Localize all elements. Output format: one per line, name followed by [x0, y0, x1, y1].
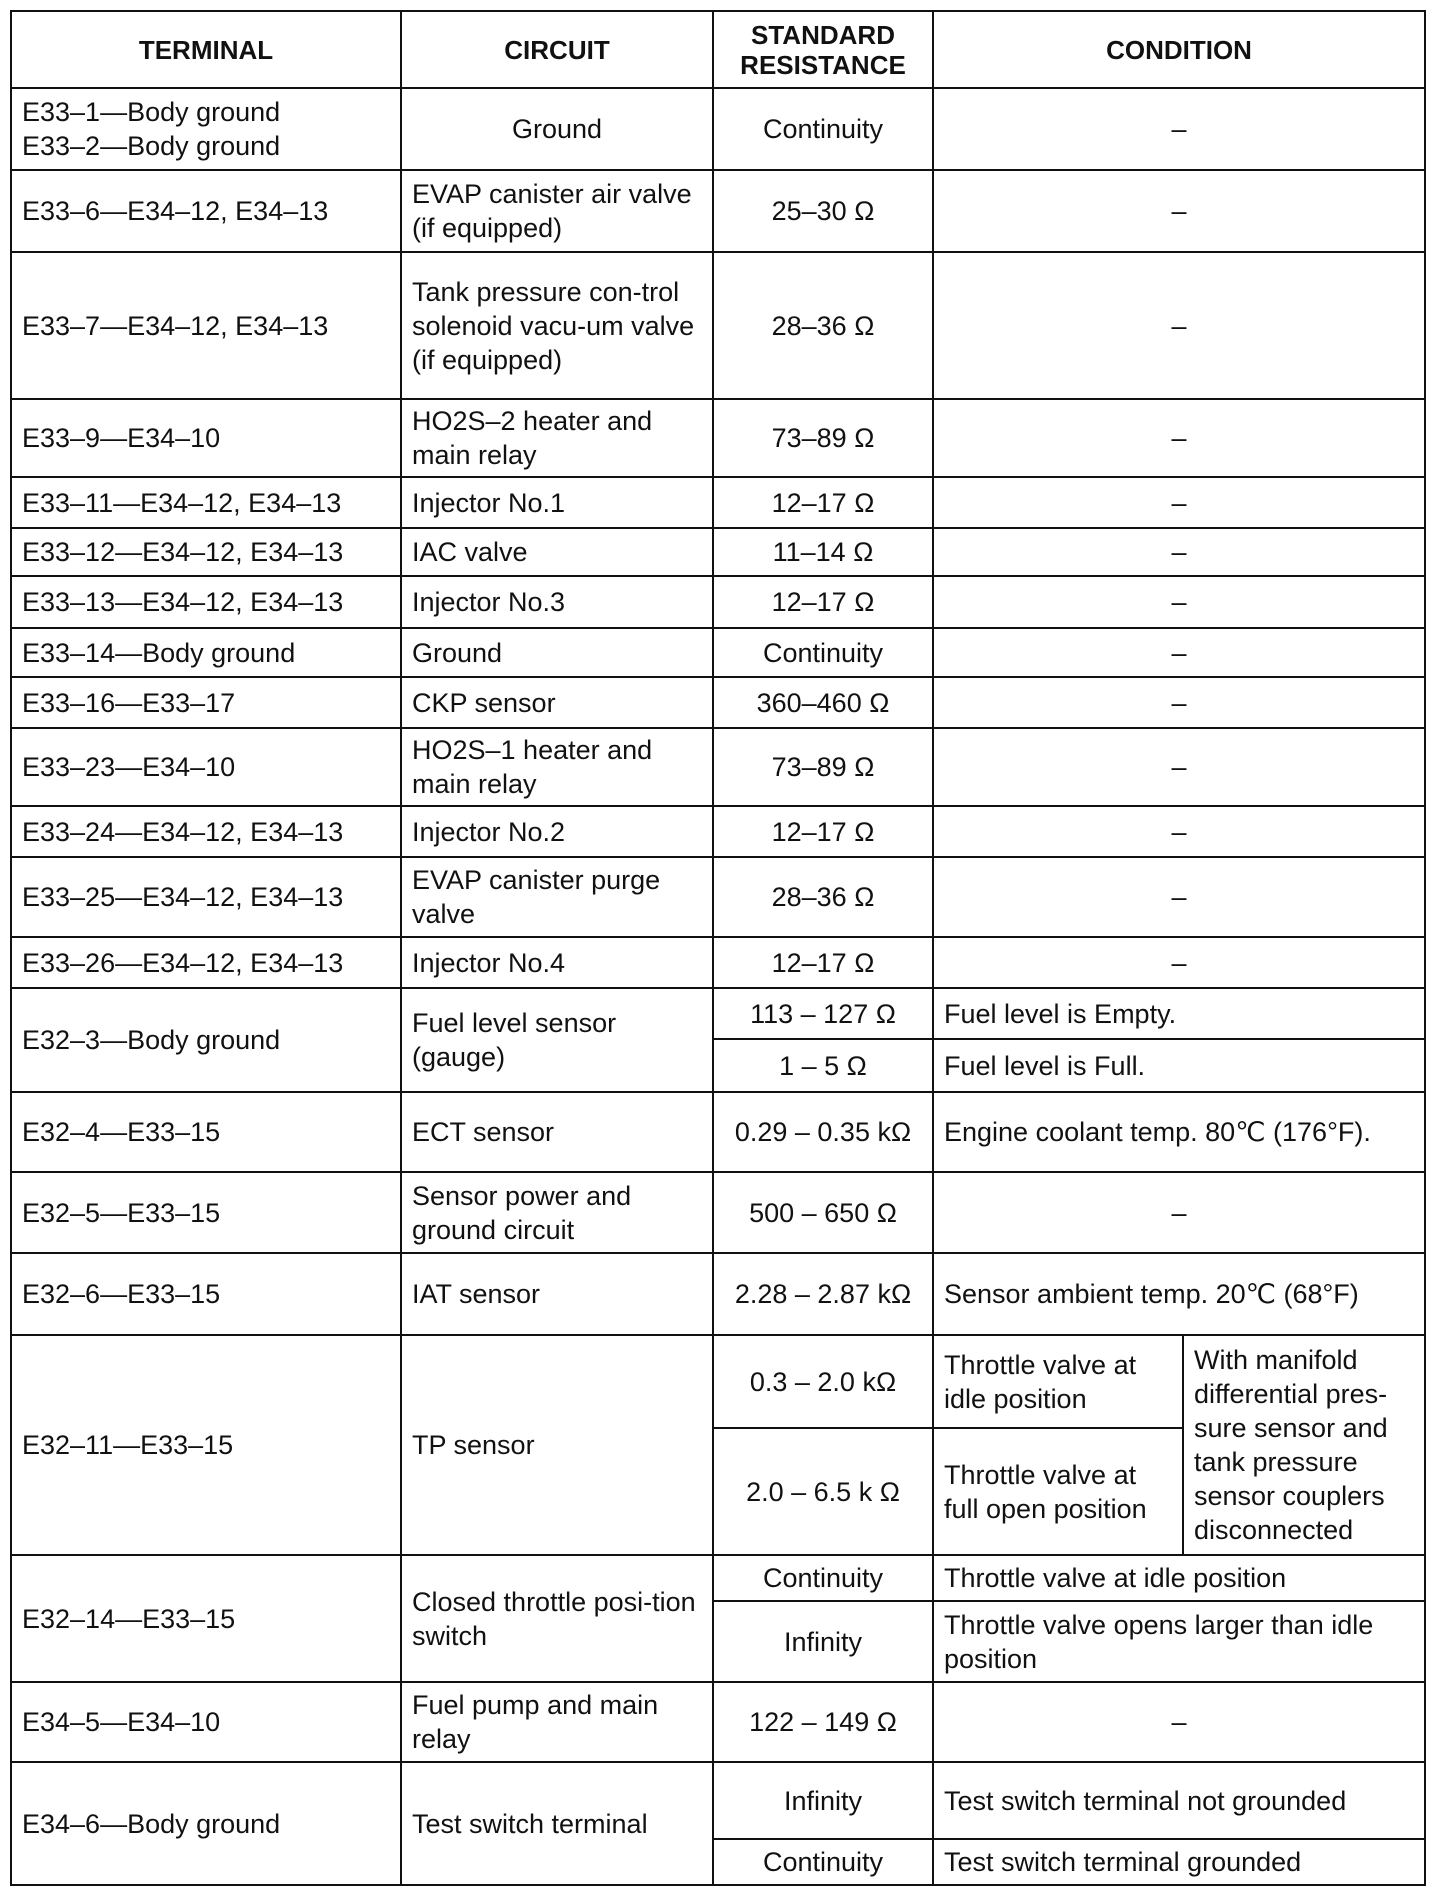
table-row: [11, 399, 1425, 477]
circuit-cell: Injector No.2: [401, 806, 713, 857]
circuit-cell: HO2S–2 heater and main relay: [401, 399, 713, 477]
resistance-cell: 12–17 Ω: [713, 806, 933, 857]
terminal-cell: [11, 1253, 401, 1335]
terminal-cell: [11, 1335, 401, 1555]
terminal-text: E33–13—E34–12, E34–13: [22, 587, 344, 617]
terminal-cell: [11, 252, 401, 399]
terminal-cell: [11, 477, 401, 528]
terminal-resistance-table: [10, 10, 1426, 1886]
terminal-cell: [11, 677, 401, 728]
condition-cell: –: [933, 728, 1425, 806]
condition-cell: –: [933, 477, 1425, 528]
condition-cell: –: [933, 528, 1425, 576]
terminal-text: E33–12—E34–12, E34–13: [22, 537, 344, 567]
circuit-cell: ECT sensor: [401, 1092, 713, 1172]
resistance-cell: 1 – 5 Ω: [713, 1039, 933, 1092]
table-row: [11, 1682, 1425, 1762]
header-row: [11, 11, 1425, 88]
condition-cell: –: [933, 937, 1425, 988]
terminal-text: E33–25—E34–12, E34–13: [22, 882, 344, 912]
table-row: [11, 1172, 1425, 1253]
terminal-cell: [11, 399, 401, 477]
terminal-cell: [11, 806, 401, 857]
condition-cell: –: [933, 252, 1425, 399]
condition-cell: –: [933, 88, 1425, 170]
resistance-cell: Continuity: [713, 1839, 933, 1885]
circuit-cell: Ground: [401, 628, 713, 677]
terminal-text: E34–6—Body ground: [22, 1808, 281, 1839]
circuit-cell: Injector No.1: [401, 477, 713, 528]
terminal-cell: [11, 88, 401, 170]
condition-cell: –: [933, 857, 1425, 937]
table-row: [11, 477, 1425, 528]
resistance-cell: 2.28 – 2.87 kΩ: [713, 1253, 933, 1335]
condition-cell: Throttle valve at full open position: [933, 1428, 1183, 1555]
table-row: [11, 937, 1425, 988]
resistance-cell: Infinity: [713, 1762, 933, 1839]
resistance-cell: 122 – 149 Ω: [713, 1682, 933, 1762]
condition-cell: –: [933, 170, 1425, 252]
terminal-text: E33–7—E34–12, E34–13: [22, 310, 329, 341]
terminal-text: E32–5—E33–15: [22, 1197, 221, 1228]
terminal-text: E33–16—E33–17: [22, 687, 236, 718]
table-row: [11, 857, 1425, 937]
condition-cell: –: [933, 399, 1425, 477]
table-row: [11, 1335, 1425, 1428]
resistance-cell: 12–17 Ω: [713, 937, 933, 988]
circuit-cell: TP sensor: [401, 1335, 713, 1555]
circuit-cell: Sensor power and ground circuit: [401, 1172, 713, 1253]
circuit-cell: Test switch terminal: [401, 1762, 713, 1885]
terminal-cell: [11, 728, 401, 806]
circuit-cell: Injector No.4: [401, 937, 713, 988]
condition-cell: Throttle valve opens larger than idle position: [933, 1601, 1425, 1682]
circuit-cell: IAT sensor: [401, 1253, 713, 1335]
circuit-cell: HO2S–1 heater and main relay: [401, 728, 713, 806]
terminal-text: E32–11—E33–15: [22, 1430, 234, 1460]
resistance-cell: 360–460 Ω: [713, 677, 933, 728]
resistance-cell: 73–89 Ω: [713, 399, 933, 477]
table-row: [11, 1555, 1425, 1601]
terminal-cell: [11, 937, 401, 988]
terminal-text: E32–6—E33–15: [22, 1279, 221, 1309]
circuit-cell: Ground: [401, 88, 713, 170]
header-terminal: TERMINAL: [11, 11, 401, 88]
terminal-cell: [11, 1172, 401, 1253]
terminal-cell: [11, 628, 401, 677]
table-row: [11, 628, 1425, 677]
terminal-text: E33–1—Body ground: [22, 97, 281, 127]
table-row: [11, 528, 1425, 576]
circuit-cell: Closed throttle posi-tion switch: [401, 1555, 713, 1682]
terminal-text: E33–2—Body ground: [22, 131, 281, 161]
condition-cell: –: [933, 806, 1425, 857]
resistance-cell: 12–17 Ω: [713, 576, 933, 628]
condition-cell: –: [933, 628, 1425, 677]
resistance-cell: Infinity: [713, 1601, 933, 1682]
condition-cell: –: [933, 576, 1425, 628]
header-standard-resistance: STANDARD RESISTANCE: [713, 11, 933, 88]
table-row: [11, 806, 1425, 857]
terminal-cell: [11, 1555, 401, 1682]
terminal-text: E33–23—E34–10: [22, 752, 236, 782]
terminal-cell: [11, 170, 401, 252]
condition-note-cell: With manifold differential pres-sure sensor and tank pressure sensor couplers disconnected: [1183, 1335, 1425, 1555]
table-row: [11, 988, 1425, 1039]
table-row: [11, 88, 1425, 170]
condition-cell: Throttle valve at idle position: [933, 1555, 1425, 1601]
resistance-cell: 2.0 – 6.5 k Ω: [713, 1428, 933, 1555]
table-row: [11, 170, 1425, 252]
circuit-cell: Fuel pump and main relay: [401, 1682, 713, 1762]
terminal-cell: [11, 988, 401, 1092]
circuit-cell: Injector No.3: [401, 576, 713, 628]
resistance-cell: 28–36 Ω: [713, 252, 933, 399]
circuit-cell: Tank pressure con-trol solenoid vacu-um valve (if equipped): [401, 252, 713, 399]
table-row: [11, 576, 1425, 628]
circuit-cell: Fuel level sensor (gauge): [401, 988, 713, 1092]
table-row: [11, 252, 1425, 399]
condition-cell: Fuel level is Empty.: [933, 988, 1425, 1039]
condition-cell: Sensor ambient temp. 20℃ (68°F): [933, 1253, 1425, 1335]
table-row: [11, 1092, 1425, 1172]
terminal-text: E32–3—Body ground: [22, 1025, 281, 1055]
resistance-cell: Continuity: [713, 1555, 933, 1601]
terminal-cell: [11, 1092, 401, 1172]
circuit-cell: CKP sensor: [401, 677, 713, 728]
condition-cell: –: [933, 1682, 1425, 1762]
table-row: [11, 1762, 1425, 1839]
resistance-cell: Continuity: [713, 88, 933, 170]
resistance-cell: 73–89 Ω: [713, 728, 933, 806]
resistance-cell: 11–14 Ω: [713, 528, 933, 576]
condition-cell: –: [933, 1172, 1425, 1253]
circuit-cell: EVAP canister purge valve: [401, 857, 713, 937]
circuit-cell: IAC valve: [401, 528, 713, 576]
condition-cell: Test switch terminal grounded: [933, 1839, 1425, 1885]
resistance-cell: 500 – 650 Ω: [713, 1172, 933, 1253]
resistance-cell: 0.29 – 0.35 kΩ: [713, 1092, 933, 1172]
condition-cell: Test switch terminal not grounded: [933, 1762, 1425, 1839]
table-row: [11, 1253, 1425, 1335]
terminal-text: E33–9—E34–10: [22, 423, 221, 453]
terminal-text: E33–6—E34–12, E34–13: [22, 196, 329, 226]
condition-cell: Fuel level is Full.: [933, 1039, 1425, 1092]
resistance-cell: 25–30 Ω: [713, 170, 933, 252]
table-body: [11, 88, 1425, 1885]
terminal-text: E33–24—E34–12, E34–13: [22, 816, 344, 847]
resistance-cell: 113 – 127 Ω: [713, 988, 933, 1039]
condition-cell: Engine coolant temp. 80℃ (176°F).: [933, 1092, 1425, 1172]
terminal-text: E33–14—Body ground: [22, 637, 296, 668]
terminal-text: E34–5—E34–10: [22, 1707, 221, 1737]
terminal-cell: [11, 576, 401, 628]
condition-cell: Throttle valve at idle position: [933, 1335, 1183, 1428]
terminal-text: E33–11—E34–12, E34–13: [22, 487, 342, 518]
resistance-cell: 0.3 – 2.0 kΩ: [713, 1335, 933, 1428]
terminal-text: E33–26—E34–12, E34–13: [22, 947, 344, 978]
table-row: [11, 728, 1425, 806]
circuit-cell: EVAP canister air valve (if equipped): [401, 170, 713, 252]
terminal-cell: [11, 857, 401, 937]
terminal-text: E32–14—E33–15: [22, 1603, 236, 1634]
terminal-cell: [11, 528, 401, 576]
header-condition: CONDITION: [933, 11, 1425, 88]
resistance-cell: 12–17 Ω: [713, 477, 933, 528]
condition-cell: –: [933, 677, 1425, 728]
header-circuit: CIRCUIT: [401, 11, 713, 88]
resistance-cell: Continuity: [713, 628, 933, 677]
resistance-cell: 28–36 Ω: [713, 857, 933, 937]
terminal-cell: [11, 1682, 401, 1762]
table-row: [11, 677, 1425, 728]
terminal-cell: [11, 1762, 401, 1885]
terminal-text: E32–4—E33–15: [22, 1117, 221, 1147]
